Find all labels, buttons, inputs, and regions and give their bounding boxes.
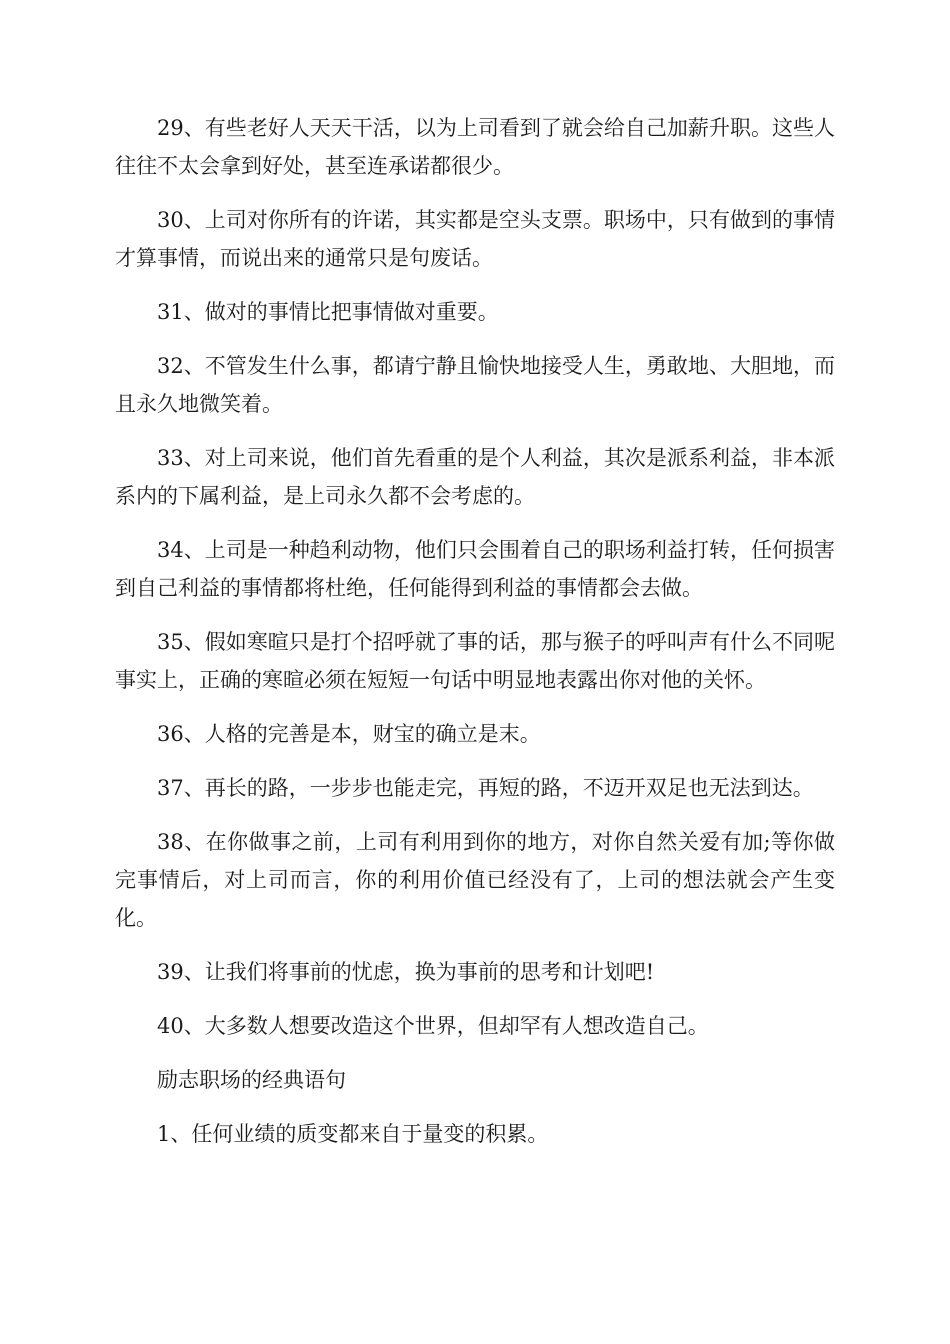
document-body <box>115 109 835 1169</box>
quote-paragraph-37: 37、再长的路，一步步也能走完，再短的路，不迈开双足也无法到达。 <box>157 776 814 800</box>
section-heading: 励志职场的经典语句 <box>157 1068 346 1092</box>
quote-paragraph-31: 31、做对的事情比把事情做对重要。 <box>157 300 499 324</box>
quote-paragraph-32: 32、不管发生什么事，都请宁静且愉快地接受人生，勇敢地、大胆地，而且永久地微笑着。 <box>115 354 835 416</box>
quote-paragraph-29: 29、有些老好人天天干活，以为上司看到了就会给自己加薪升职。这些人往往不太会拿到好处，甚至连承诺都很少。 <box>115 116 835 178</box>
quote-paragraph-30: 30、上司对你所有的许诺，其实都是空头支票。职场中，只有做到的事情才算事情，而说出来的通常只是句废话。 <box>115 208 835 270</box>
quote-paragraph-33: 33、对上司来说，他们首先看重的是个人利益，其次是派系利益，非本派系内的下属利益，是上司永久都不会考虑的。 <box>115 446 835 508</box>
quote-paragraph-39: 39、让我们将事前的忧虑，换为事前的思考和计划吧! <box>157 960 655 984</box>
quote-paragraph-40: 40、大多数人想要改造这个世界，但却罕有人想改造自己。 <box>157 1014 709 1038</box>
quote-paragraph-36: 36、人格的完善是本，财宝的确立是末。 <box>157 722 541 746</box>
quote-paragraph-38: 38、在你做事之前，上司有利用到你的地方，对你自然关爱有加;等你做完事情后，对上司而言，你的利用价值已经没有了，上司的想法就会产生变化。 <box>115 830 835 930</box>
quote-paragraph-35: 35、假如寒暄只是打个招呼就了事的话，那与猴子的呼叫声有什么不同呢事实上，正确的寒暄必须在短短一句话中明显地表露出你对他的关怀。 <box>115 630 835 692</box>
section-quote-paragraph-1: 1、任何业绩的质变都来自于量变的积累。 <box>157 1122 549 1146</box>
quote-paragraph-34: 34、上司是一种趋利动物，他们只会围着自己的职场利益打转，任何损害到自己利益的事情都将杜绝，任何能得到利益的事情都会去做。 <box>115 538 835 600</box>
